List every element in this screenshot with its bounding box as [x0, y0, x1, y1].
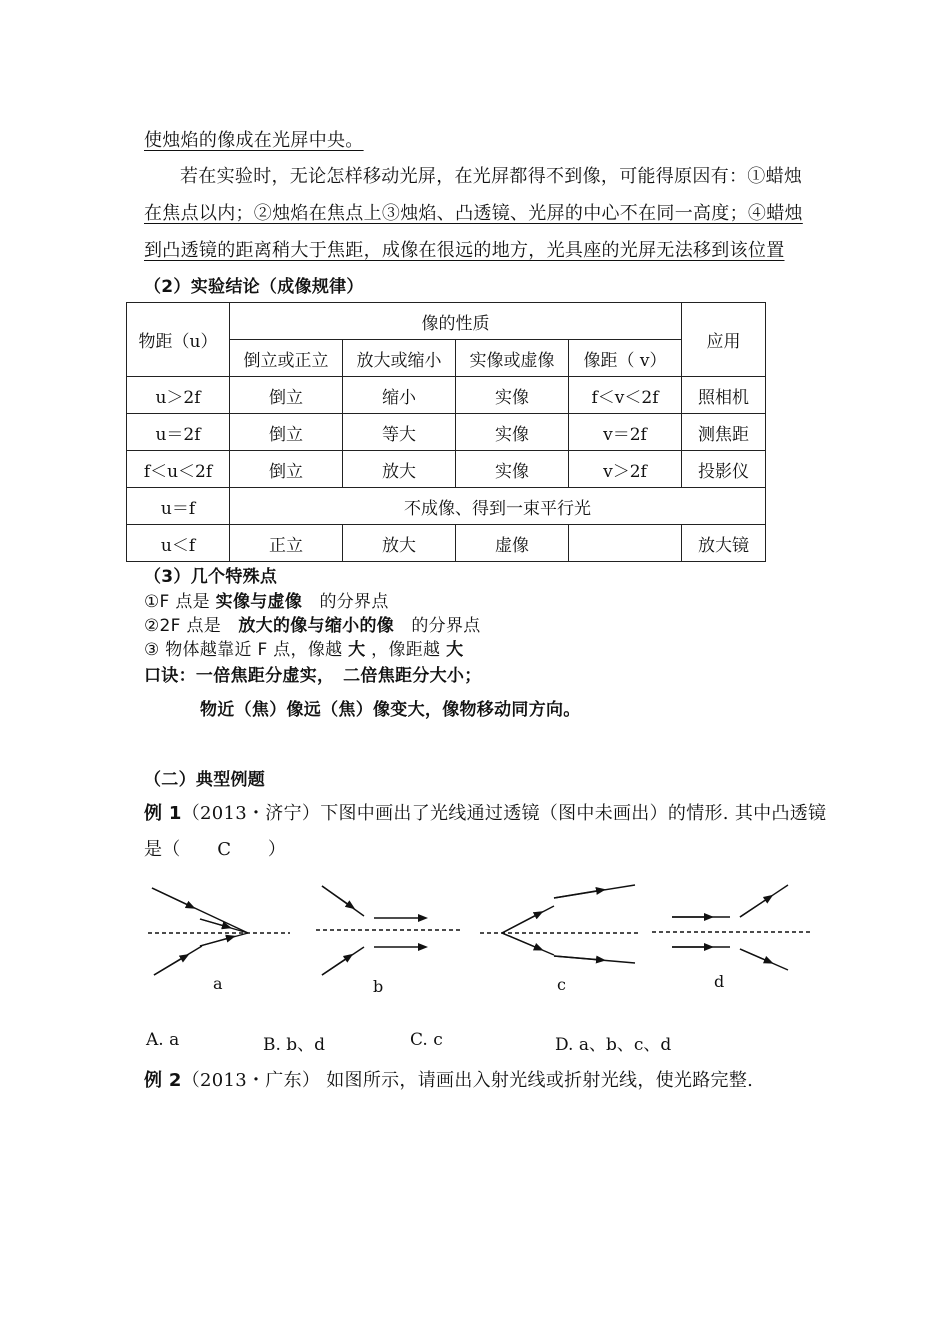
cell-application: 照相机	[682, 377, 766, 414]
example-2-label: 例 2	[144, 1070, 182, 1091]
example-2-text: （2013・广东） 如图所示，请画出入射光线或折射光线，使光路完整.	[181, 1070, 754, 1091]
example-1-label: 例 1	[144, 803, 182, 824]
option-c: C. c	[410, 1030, 443, 1050]
table-row	[127, 414, 766, 451]
cell-application: 测焦距	[682, 414, 766, 451]
subheader-image-distance: 像距（ v）	[569, 340, 682, 377]
subheader-orientation: 倒立或正立	[230, 340, 343, 377]
example-2-line	[144, 1066, 753, 1092]
section-2-title: （2）实验结论（成像规律）	[144, 277, 364, 297]
option-a: A. a	[146, 1030, 180, 1050]
header-application: 应用	[682, 303, 766, 377]
cell-real-virtual: 实像	[456, 414, 569, 451]
text-line-4: 到凸透镜的距离稍大于焦距，成像在很远的地方，光具座的光屏无法移到该位置	[144, 240, 785, 261]
special-point-1-suffix: 的分界点	[302, 592, 389, 612]
cell-u: u＞2f	[127, 377, 230, 414]
cell-merged-no-image: 不成像、得到一束平行光	[230, 488, 766, 525]
diagram-a	[148, 888, 290, 975]
cell-orientation: 倒立	[230, 414, 343, 451]
section-3-title: （3）几个特殊点	[144, 567, 278, 587]
special-point-2-prefix: ②2F 点是	[144, 616, 239, 636]
special-point-1-answer: 实像与虚像	[215, 592, 303, 612]
cell-orientation: 倒立	[230, 451, 343, 488]
diagram-label-c: c	[557, 975, 566, 994]
option-d: D. a、b、c、d	[555, 1035, 672, 1055]
text-line-1: 使烛焰的像成在光屏中央。	[144, 130, 364, 151]
table-row	[127, 451, 766, 488]
cell-size: 放大	[343, 451, 456, 488]
cell-application: 放大镜	[682, 525, 766, 562]
subheader-real-virtual: 实像或虚像	[456, 340, 569, 377]
special-point-3	[144, 635, 463, 660]
mnemonic-line-2: 物近（焦）像远（焦）像变大，像物移动同方向。	[200, 700, 581, 720]
cell-orientation: 倒立	[230, 377, 343, 414]
cell-u: u＝f	[127, 488, 230, 525]
special-point-2-suffix: 的分界点	[394, 616, 481, 636]
special-point-3-answer-2: 大	[446, 640, 464, 660]
diagram-label-b: b	[373, 977, 384, 996]
cell-real-virtual: 实像	[456, 451, 569, 488]
text-line-2-content: 若在实验时，无论怎样移动光屏，在光屏都得不到像，可能得原因有：①蜡烛	[180, 166, 803, 187]
cell-u: u＜f	[127, 525, 230, 562]
header-object-distance: 物距（u）	[127, 303, 230, 377]
examples-title: （二）典型例题	[144, 770, 266, 790]
table-row	[127, 525, 766, 562]
diagram-label-d: d	[714, 972, 725, 991]
subheader-size: 放大或缩小	[343, 340, 456, 377]
diagram-label-a: a	[213, 974, 223, 993]
example-1-line-2: 是（ C ）	[144, 839, 287, 860]
cell-size: 等大	[343, 414, 456, 451]
special-point-3-answer-1: 大	[348, 640, 366, 660]
cell-image-distance: v＞2f	[569, 451, 682, 488]
cell-size: 缩小	[343, 377, 456, 414]
example-1-text: （2013・济宁）下图中画出了光线通过透镜（图中未画出）的情形. 其中凸透镜	[181, 803, 827, 824]
cell-real-virtual: 虚像	[456, 525, 569, 562]
diagram-b	[316, 886, 460, 975]
mnemonic-line-1: 口诀：一倍焦距分虚实， 二倍焦距分大小；	[144, 666, 482, 686]
table-row	[127, 377, 766, 414]
diagram-c	[480, 885, 640, 963]
header-image-nature: 像的性质	[230, 303, 682, 340]
special-point-3-a: ③ 物体越靠近 F 点，像越	[144, 640, 349, 660]
special-point-3-c: ，像距越	[365, 640, 447, 660]
option-b: B. b、d	[263, 1035, 326, 1055]
cell-u: u＝2f	[127, 414, 230, 451]
table-row	[127, 488, 766, 525]
cell-real-virtual: 实像	[456, 377, 569, 414]
cell-size: 放大	[343, 525, 456, 562]
special-point-2-answer: 放大的像与缩小的像	[238, 616, 395, 636]
diagram-d	[652, 885, 812, 970]
text-line-3: 在焦点以内；②烛焰在焦点上③烛焰、凸透镜、光屏的中心不在同一高度；④蜡烛	[144, 203, 803, 224]
special-point-2	[144, 611, 481, 636]
cell-orientation: 正立	[230, 525, 343, 562]
cell-image-distance: f＜v＜2f	[569, 377, 682, 414]
example-1-line-1	[144, 799, 826, 825]
cell-image-distance	[569, 525, 682, 562]
ray-diagram-figure	[140, 870, 820, 1000]
text-line-2	[180, 162, 802, 188]
cell-image-distance: v＝2f	[569, 414, 682, 451]
special-point-1-prefix: ①F 点是	[144, 592, 216, 612]
cell-u: f＜u＜2f	[127, 451, 230, 488]
cell-application: 投影仪	[682, 451, 766, 488]
imaging-rules-table	[126, 302, 766, 562]
special-point-1	[144, 587, 389, 612]
